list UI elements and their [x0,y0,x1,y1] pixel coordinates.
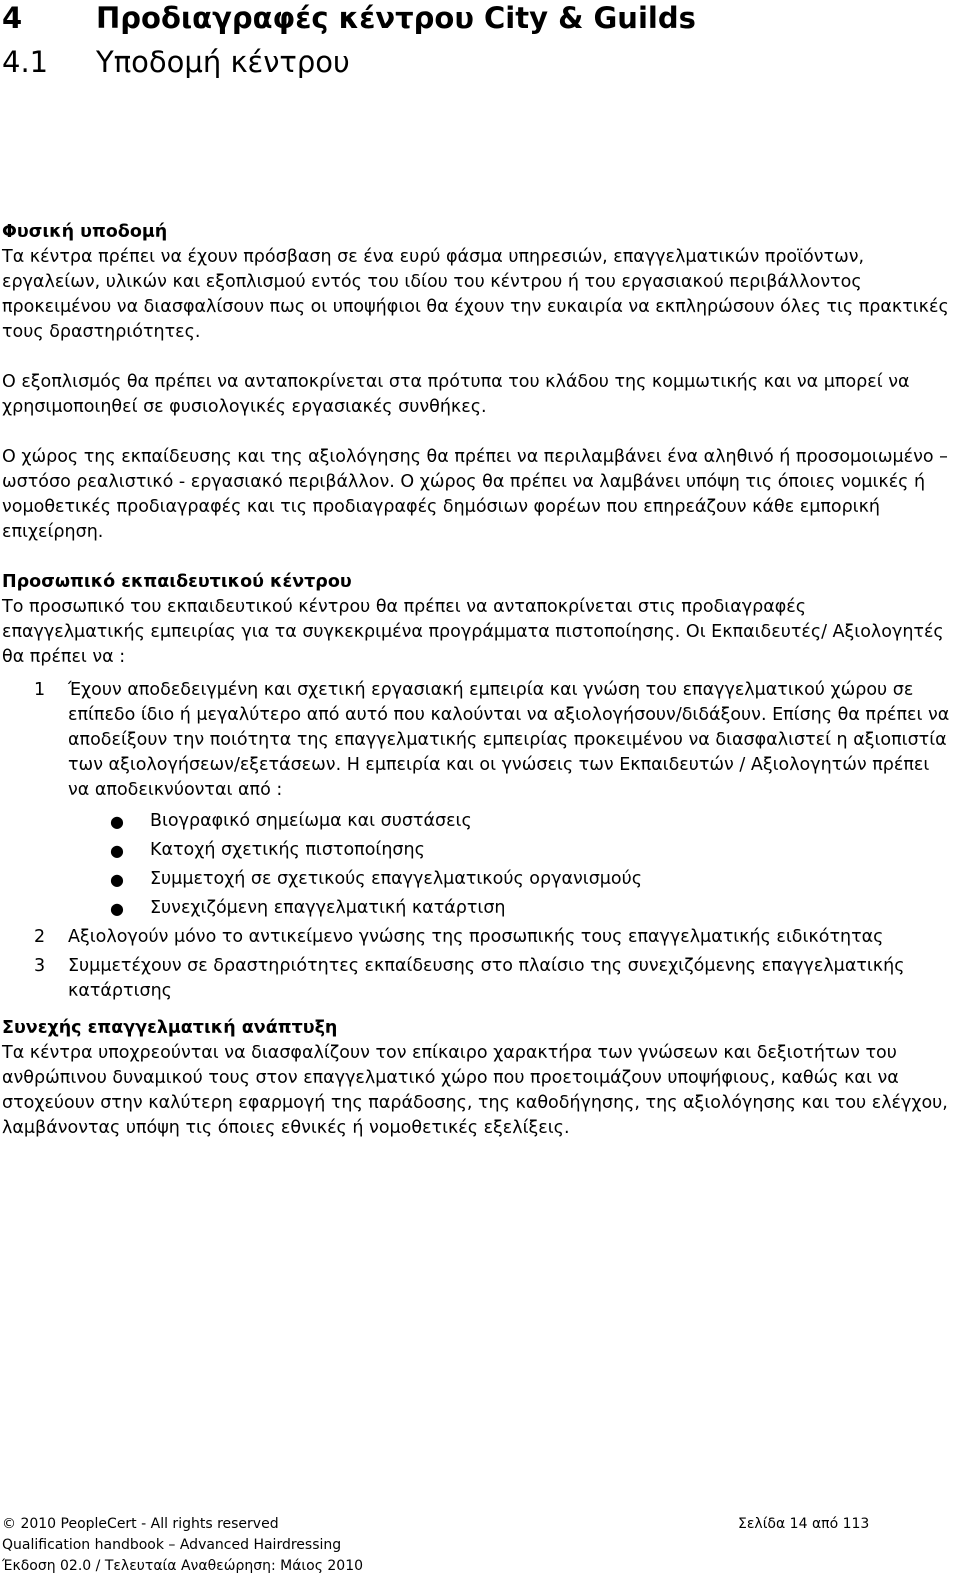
physical-infrastructure-heading: Φυσική υποδομή [2,222,168,242]
bullet-text: Συμμετοχή σε σχετικούς επαγγελματικούς οργανισμούς [150,869,643,889]
section-title: Υποδομή κέντρου [96,45,350,79]
list-item [2,678,950,921]
physical-infrastructure-block [2,220,950,245]
chapter-heading [2,0,696,36]
physical-paragraph-2: Ο εξοπλισμός θα πρέπει να ανταποκρίνεται στα πρότυπα του κλάδου της κομμωτικής και να μπορεί να χρησιμοποιηθεί σε φυσιολογικές εργασιακές συνθήκες. [2,372,910,417]
list-item-text: Αξιολογούν μόνο το αντικείμενο γνώσης της προσωπικής τους επαγγελματικής ειδικότητας [68,927,884,947]
chapter-title: Προδιαγραφές κέντρου City & Guilds [96,1,696,35]
chapter-number: 4 [2,1,23,35]
bullet-item [68,896,950,921]
page-footer [2,1514,872,1577]
footer-handbook-title: Qualification handbook – Advanced Hairdressing [2,1537,342,1553]
bullet-icon: ● [110,870,124,889]
staff-intro: Το προσωπικό του εκπαιδευτικού κέντρου θα πρέπει να ανταποκρίνεται στις προδιαγραφές επαγγελματικής εμπειρίας για τα συγκεκριμένα προγράμματα πιστοποίησης. Οι Εκπαιδευτές/ Αξιολογητές θα πρέπει να : [2,597,944,667]
footer-copyright: © 2010 PeopleCert - All rights reserved [2,1516,279,1532]
section-heading [2,44,350,80]
list-item-number: 1 [34,680,46,700]
bullet-item [68,809,950,834]
physical-paragraph-1: Τα κέντρα πρέπει να έχουν πρόσβαση σε ένα ευρύ φάσμα υπηρεσιών, επαγγελματικών προϊόντων, εργαλείων, υλικών και εξοπλισμού εντός του ιδίου του κέντρου ή του εργασιακού περιβάλλοντος προκειμένου να διασφαλίσουν πως οι υποψήφιοι θα έχουν την ευκαιρία να εκπληρώσουν όλες τις πρακτικές τους δραστηριότητες. [2,247,949,342]
list-item-text: Έχουν αποδεδειγμένη και σχετική εργασιακή εμπειρία και γνώση του επαγγελματικού χώρου σε επίπεδο ίδιο ή μεγαλύτερο από αυτό που καλούνται να αξιολογήσουν/διδάξουν. Επίσης θα πρέπει να αποδείξουν την ποιότητα της επαγγελματικής εμπειρίας προκειμένου να διασφαλιστεί η αξιοπιστία των αξιολογήσεων/εξετάσεων. Η εμπειρία και οι γνώσεις των Εκπαιδευτών / Αξιολογητών πρέπει να αποδεικνύονται από : [68,680,950,800]
staff-requirements-list [2,678,950,1004]
footer-page-number: Σελίδα 14 από 113 [738,1516,870,1532]
cpd-paragraph: Τα κέντρα υποχρεούνται να διασφαλίζουν τον επίκαιρο χαρακτήρα των γνώσεων και δεξιοτήτων του ανθρώπινου δυναμικού τους στον επαγγελματικό χώρο που προετοιμάζουν υποψήφιους, καθώς και να στοχεύουν στην καλύτερη εφαρμογή της παράδοσης, της καθοδήγησης, της αξιολόγησης και του ελέγχου, λαμβάνοντας υπόψη τις όποιες εθνικές ή νομοθετικές εξελίξεις. [2,1043,948,1138]
staff-heading: Προσωπικό εκπαιδευτικού κέντρου [2,572,352,592]
document-body [2,220,950,1166]
list-item-text: Συμμετέχουν σε δραστηριότητες εκπαίδευσης στο πλαίσιο της συνεχιζόμενης επαγγελματικής κατάρτισης [68,956,905,1001]
physical-paragraph-3: Ο χώρος της εκπαίδευσης και της αξιολόγησης θα πρέπει να περιλαμβάνει ένα αληθινό ή προσομοιωμένο – ωστόσο ρεαλιστικό - εργασιακό περιβάλλον. Ο χώρος θα πρέπει να λαμβάνει υπόψη τις όποιες νομικές ή νομοθετικές προδιαγραφές και τις προδιαγραφές δημόσιων φορέων που επηρεάζουν κάθε εμπορική επιχείρηση. [2,447,948,542]
staff-heading-block [2,570,950,595]
evidence-bullets [68,809,950,921]
bullet-item [68,867,950,892]
list-item [2,954,950,1004]
cpd-heading-block [2,1016,950,1041]
list-item [2,925,950,950]
bullet-icon: ● [110,812,124,831]
bullet-text: Κατοχή σχετικής πιστοποίησης [150,840,425,860]
bullet-text: Συνεχιζόμενη επαγγελματική κατάρτιση [150,898,506,918]
bullet-text: Βιογραφικό σημείωμα και συστάσεις [150,811,472,831]
section-number: 4.1 [2,45,49,79]
list-item-number: 3 [34,956,46,976]
list-item-number: 2 [34,927,46,947]
bullet-icon: ● [110,899,124,918]
footer-version: Έκδοση 02.0 / Τελευταία Αναθεώρηση: Μάιος 2010 [2,1558,364,1574]
cpd-heading: Συνεχής επαγγελματική ανάπτυξη [2,1018,338,1038]
bullet-item [68,838,950,863]
bullet-icon: ● [110,841,124,860]
